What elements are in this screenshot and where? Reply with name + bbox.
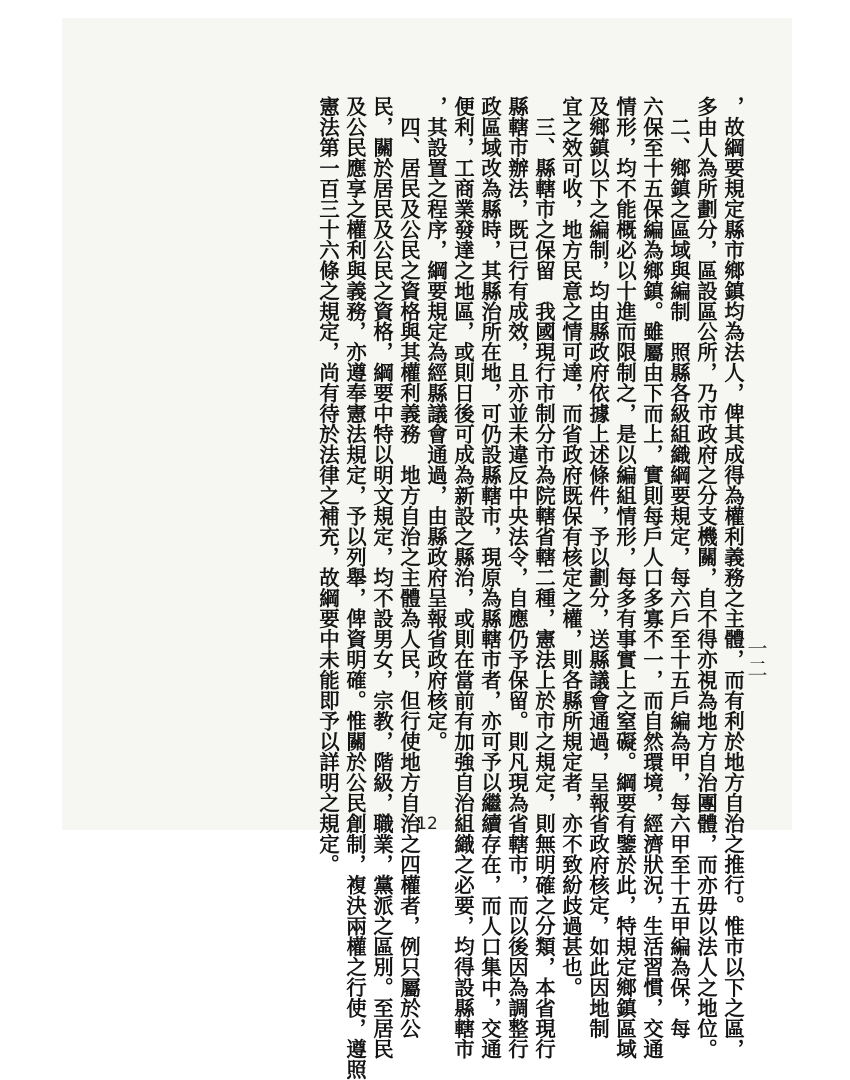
side-page-mark: 一二 — [744, 638, 768, 678]
text-column: 及公民應享之權利與義務，亦遵奉憲法規定，予以列舉，俾資明確。惟關於公民創制，複決兩權之行使，遵照 — [343, 96, 367, 1080]
text-column: 民，關於居民及公民之資格，綱要中特以明文規定，均不設男女，宗教，階級，職業，黨派之區別。至居民 — [370, 96, 394, 1060]
document-page — [62, 18, 792, 1080]
text-column: 二、鄉鎮之區域與編制 照縣各級組織綱要規定，每六戶至十五戶編為甲，每六甲至十五甲編為保，每 — [667, 96, 691, 1039]
text-column: 三、縣轄市之保留 我國現行市制分市為院轄省轄二種，憲法上於市之規定，則無明確之分類，本省現行 — [532, 96, 556, 1060]
text-column: 便利，工商業發達之地區，或則日後可成為新設之縣治，或則在當前有加強自治組織之必要，均得設縣轄市 — [451, 96, 475, 1060]
page-number: 12 — [416, 814, 438, 834]
text-column: 多由人為所劃分，區設區公所，乃市政府之分支機關，自不得亦視為地方自治團體，而亦毋以法人之地位。 — [694, 96, 718, 1060]
text-column: 政區域改為縣時，其縣治所在地，可仍設縣轄市，現原為縣轄市者，亦可予以繼續存在，而人口集中，交通 — [478, 96, 502, 1060]
text-column: 六保至十五保編為鄉鎮。雖屬由下而上，實則每戶人口多寡不一，而自然環境，經濟狀況，生活習慣，交通 — [640, 96, 664, 1060]
text-column: ，故綱要規定縣市鄉鎮均為法人，俾其成得為權利義務之主體，而有利於地方自治之推行。惟市以下之區， — [721, 96, 745, 1060]
text-column: 四、居民及公民之資格與其權利義務 地方自治之主體為人民，但行使地方自治之四權者，例只屬於公 — [397, 96, 421, 1039]
text-column: 及鄉鎮以下之編制，均由縣政府依據上述條件，予以劃分，送縣議會通過，呈報省政府核定，如此因地制 — [586, 96, 610, 1039]
text-column: 宜之效可收，地方民意之情可達，而省政府既保有核定之權，則各縣所規定者，亦不致紛歧過甚也。 — [559, 96, 583, 998]
text-column: ，其設置之程序，綱要規定為經縣議會通過，由縣政府呈報省政府核定。 — [424, 96, 448, 752]
text-column: 縣轄市辦法，既已行有成效，且亦並未違反中央法令，自應仍予保留。則凡現為省轄市，而以後因為調整行 — [505, 96, 529, 1060]
text-column: 憲法第一百三十六條之規定，尚有待於法律之補充，故綱要中未能即予以詳明之規定。 — [316, 96, 340, 875]
text-column: 情形，均不能概必以十進而限制之，是以編組情形，每多有事實上之窒礙。綱要有鑒於此，特規定鄉鎮區域 — [613, 96, 637, 1060]
